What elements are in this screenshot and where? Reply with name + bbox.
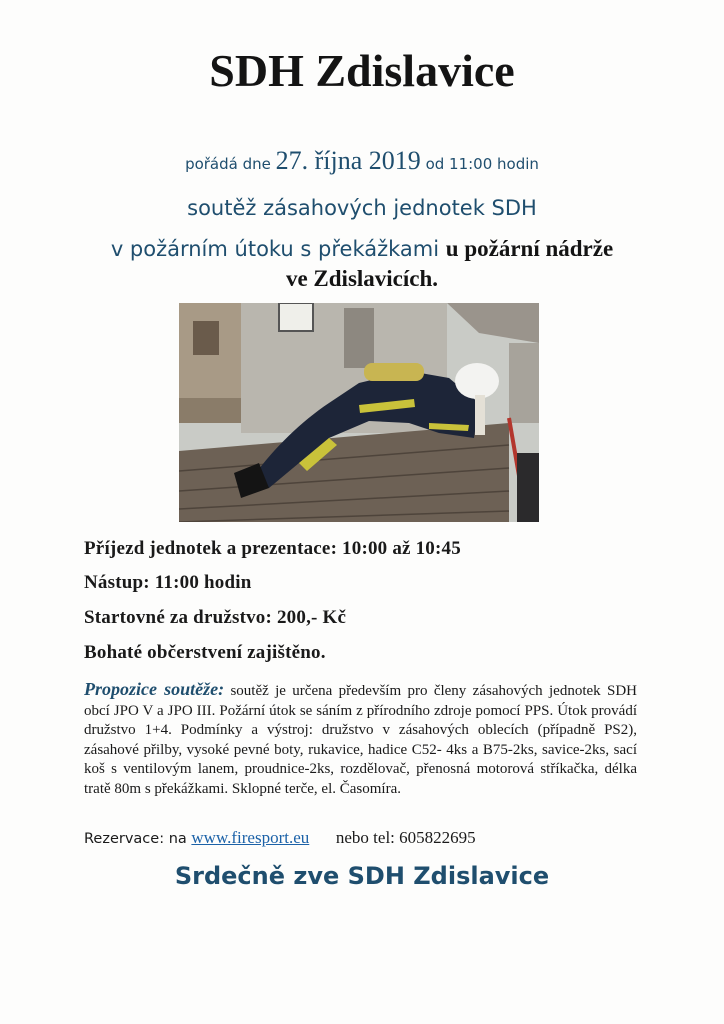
event-discipline-line — [0, 236, 724, 262]
event-place-town: ve Zdislavicích. — [285, 266, 439, 291]
event-date-line — [0, 146, 724, 176]
propositions-text: soutěž je určena především pro členy zásahových jednotek SDH obcí JPO V a JPO III. Požární útok se sáním z přírodního zdroje pomocí PPS. Útok provádí družstvo 1+4. Podmínky a výstroj: družstvo v zásahových oblecích (případně PS2), zásahové přilby, vysoké pevné boty, rukavice, hadice C52- 4ks a B75-2ks, savice-2ks, sací koš s ventilovým lanem, proudnice-2ks, rozdělovač, přenosná motorová stříkačka, délka tratě 80m s překážkami. Sklopné terče, el. Časomíra. — [84, 683, 638, 797]
date-prefix: pořádá dne — [185, 155, 271, 173]
propositions-label: Propozice soutěže: — [84, 679, 225, 699]
event-discipline: v požárním útoku s překážkami — [110, 237, 440, 261]
arrival-info: Příjezd jednotek a prezentace: 10:00 až 10:45 — [84, 538, 461, 559]
event-name: soutěž zásahových jednotek SDH — [187, 196, 537, 220]
propositions-paragraph — [84, 680, 637, 800]
firefighter-photo — [179, 303, 539, 522]
reservation-label: Rezervace: na — [84, 831, 187, 847]
lineup-info: Nástup: 11:00 hodin — [84, 572, 252, 593]
reservation-phone: nebo tel: 605822695 — [335, 828, 476, 847]
entry-fee-info: Startovné za družstvo: 200,- Kč — [84, 607, 347, 628]
footer-invitation: Srdečně zve SDH Zdislavice — [174, 862, 550, 890]
reservation-line — [84, 828, 476, 848]
event-date: 27. října 2019 — [275, 146, 421, 175]
page-title: SDH Zdislavice — [209, 45, 515, 96]
refreshments-info: Bohaté občerstvení zajištěno. — [84, 642, 326, 663]
firesport-link[interactable]: www.firesport.eu — [191, 828, 310, 847]
event-time: od 11:00 hodin — [425, 155, 539, 173]
event-place: u požární nádrže — [445, 236, 614, 261]
